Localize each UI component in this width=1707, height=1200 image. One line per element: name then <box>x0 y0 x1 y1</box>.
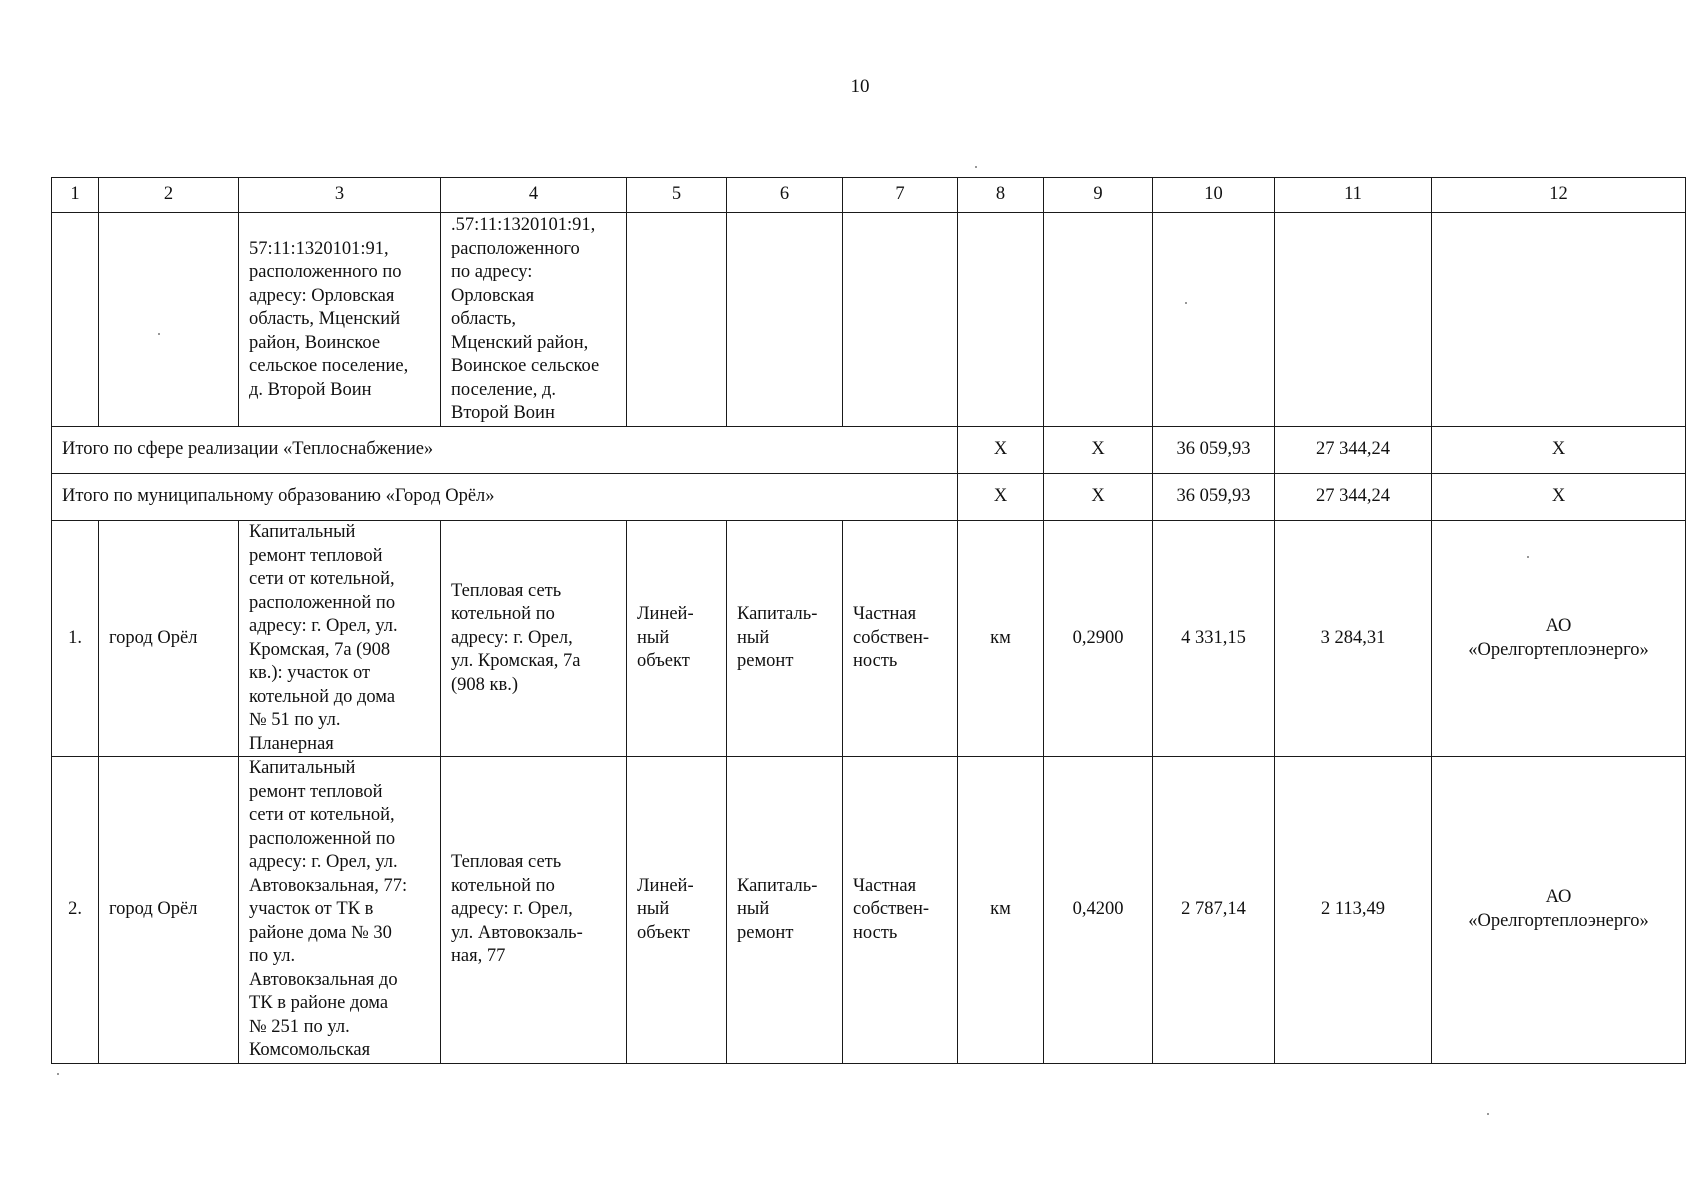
empty-cell <box>1044 213 1153 427</box>
cost-total-cell: 2 787,14 <box>1153 757 1275 1064</box>
total-row-heat-supply <box>52 427 1686 474</box>
executor-cell: АО «Орелгортеплоэнерго» <box>1432 521 1686 757</box>
empty-cell <box>727 213 843 427</box>
total-col9: X <box>1044 474 1153 521</box>
total-col8: X <box>958 427 1044 474</box>
total-row-municipality <box>52 474 1686 521</box>
work-type-cell: Капиталь- ный ремонт <box>727 757 843 1064</box>
empty-cell <box>99 213 239 427</box>
column-number: 9 <box>1044 178 1153 213</box>
scan-speck <box>1185 302 1187 304</box>
object-type-cell: Линей- ный объект <box>627 521 727 757</box>
column-number: 4 <box>441 178 627 213</box>
total-col9: X <box>1044 427 1153 474</box>
municipality-cell: город Орёл <box>99 757 239 1064</box>
continuation-description-cell: 57:11:1320101:91, расположенного по адресу: Орловская область, Мценский район, Воинское сельское поселение, д. Второй Воин <box>239 213 441 427</box>
scan-speck <box>158 333 160 335</box>
row-number: 1. <box>52 521 99 757</box>
empty-cell <box>1432 213 1686 427</box>
column-number: 11 <box>1275 178 1432 213</box>
unit-cell: км <box>958 521 1044 757</box>
object-cell: Тепловая сеть котельной по адресу: г. Орел, ул. Кромская, 7а (908 кв.) <box>441 521 627 757</box>
total-col10: 36 059,93 <box>1153 427 1275 474</box>
scan-speck <box>1527 556 1529 558</box>
column-number: 12 <box>1432 178 1686 213</box>
description-cell: Капитальный ремонт тепловой сети от котельной, расположенной по адресу: г. Орел, ул. Кромская, 7а (908 кв.): участок от котельной до дома № 51 по ул. Планерная <box>239 521 441 757</box>
table-row <box>52 521 1686 757</box>
column-number: 6 <box>727 178 843 213</box>
object-type-cell: Линей- ный объект <box>627 757 727 1064</box>
column-number: 5 <box>627 178 727 213</box>
cost-2-cell: 2 113,49 <box>1275 757 1432 1064</box>
empty-cell <box>1153 213 1275 427</box>
column-number: 10 <box>1153 178 1275 213</box>
total-label: Итого по муниципальному образованию «Город Орёл» <box>52 474 958 521</box>
empty-cell <box>52 213 99 427</box>
cost-2-cell: 3 284,31 <box>1275 521 1432 757</box>
column-number: 1 <box>52 178 99 213</box>
work-type-cell: Капиталь- ный ремонт <box>727 521 843 757</box>
empty-cell <box>843 213 958 427</box>
total-col11: 27 344,24 <box>1275 474 1432 521</box>
total-label: Итого по сфере реализации «Теплоснабжение» <box>52 427 958 474</box>
ownership-cell: Частная собствен- ность <box>843 521 958 757</box>
unit-cell: км <box>958 757 1044 1064</box>
municipality-cell: город Орёл <box>99 521 239 757</box>
empty-cell <box>1275 213 1432 427</box>
column-number: 2 <box>99 178 239 213</box>
cost-total-cell: 4 331,15 <box>1153 521 1275 757</box>
page-number: 10 <box>850 76 870 97</box>
quantity-cell: 0,2900 <box>1044 521 1153 757</box>
empty-cell <box>627 213 727 427</box>
object-cell: Тепловая сеть котельной по адресу: г. Орел, ул. Автовокзаль- ная, 77 <box>441 757 627 1064</box>
table-row <box>52 757 1686 1064</box>
quantity-cell: 0,4200 <box>1044 757 1153 1064</box>
total-col12: X <box>1432 474 1686 521</box>
column-number: 3 <box>239 178 441 213</box>
ownership-cell: Частная собствен- ность <box>843 757 958 1064</box>
total-col11: 27 344,24 <box>1275 427 1432 474</box>
total-col8: X <box>958 474 1044 521</box>
scan-speck <box>57 1073 59 1075</box>
projects-table <box>51 177 1686 1064</box>
empty-cell <box>958 213 1044 427</box>
scan-speck <box>1487 1113 1489 1115</box>
continuation-row <box>52 213 1686 427</box>
total-col10: 36 059,93 <box>1153 474 1275 521</box>
row-number: 2. <box>52 757 99 1064</box>
column-number: 7 <box>843 178 958 213</box>
total-col12: X <box>1432 427 1686 474</box>
column-number: 8 <box>958 178 1044 213</box>
continuation-object-cell: .57:11:1320101:91, расположенного по адресу: Орловская область, Мценский район, Воинское сельское поселение, д. Второй Воин <box>441 213 627 427</box>
column-number-row <box>52 178 1686 213</box>
description-cell: Капитальный ремонт тепловой сети от котельной, расположенной по адресу: г. Орел, ул. Автовокзальная, 77: участок от ТК в районе дома № 30 по ул. Автовокзальная до ТК в районе дома № 251 по ул. Комсомольская <box>239 757 441 1064</box>
scan-speck <box>975 166 977 168</box>
executor-cell: АО «Орелгортеплоэнерго» <box>1432 757 1686 1064</box>
